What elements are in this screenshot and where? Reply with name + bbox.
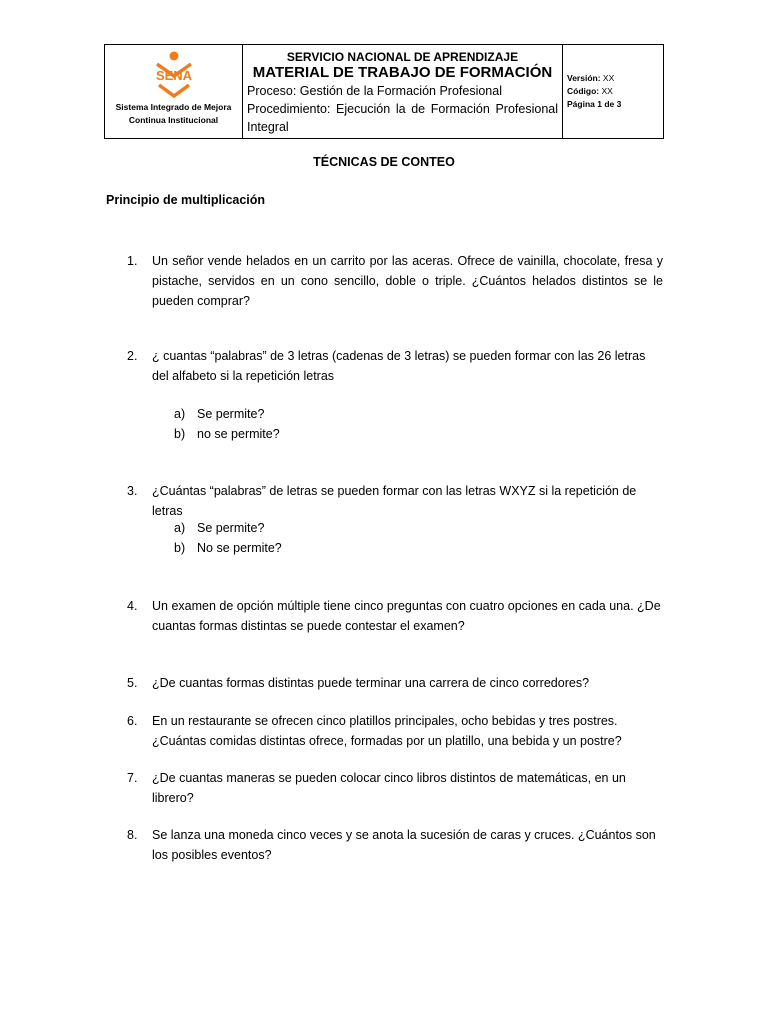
question-5: [127, 673, 663, 693]
option-label: b): [174, 427, 186, 441]
question-3: [127, 481, 663, 521]
q3-option-a: [174, 518, 264, 538]
question-8: [127, 825, 663, 865]
question-number: 4.: [127, 599, 138, 613]
header-logo-cell: [105, 45, 243, 138]
question-text: ¿Cuántas “palabras” de letras se pueden formar con las letras WXYZ si la repetición de letras: [152, 484, 637, 518]
header-title-cell: [243, 45, 563, 138]
code-label: Código:: [567, 86, 600, 96]
question-4: [127, 596, 663, 636]
q2-option-b: [174, 424, 280, 444]
option-text: no se permite?: [197, 427, 280, 441]
question-number: 1.: [127, 254, 138, 268]
header-meta-cell: [563, 45, 663, 138]
question-number: 6.: [127, 714, 138, 728]
document-header: [104, 44, 664, 139]
question-1: [127, 251, 663, 311]
procedure-line: Procedimiento: Ejecución la de Formación Profesional Integral: [247, 102, 558, 134]
question-7: [127, 768, 663, 808]
process-line: Proceso: Gestión de la Formación Profesional: [247, 84, 502, 98]
option-label: a): [174, 521, 186, 535]
system-name: Sistema Integrado de Mejora Continua Institucional: [115, 102, 232, 125]
question-2: [127, 346, 663, 386]
page-number: Página 1 de 3: [567, 99, 622, 109]
logo-text: SENA: [155, 68, 193, 83]
q2-option-a: [174, 404, 264, 424]
option-label: a): [174, 407, 186, 421]
version-label: Versión:: [567, 73, 601, 83]
option-text: Se permite?: [197, 521, 265, 535]
document-title: MATERIAL DE TRABAJO DE FORMACIÓN: [252, 64, 553, 81]
question-number: 7.: [127, 771, 138, 785]
question-6: [127, 711, 663, 751]
question-text: ¿De cuantas maneras se pueden colocar cinco libros distintos de matemáticas, en un librero?: [152, 771, 626, 805]
code-line: [567, 85, 663, 98]
question-text: Se lanza una moneda cinco veces y se anota la sucesión de caras y cruces. ¿Cuántos son los posibles eventos?: [152, 828, 656, 862]
section-subtitle: Principio de multiplicación: [106, 193, 266, 207]
question-text: ¿De cuantas formas distintas puede terminar una carrera de cinco corredores?: [152, 676, 590, 690]
question-text: En un restaurante se ofrecen cinco platillos principales, ocho bebidas y tres postres. ¿Cuántas comidas distintas ofrece, formadas por un platillo, una bebida y un postre?: [152, 714, 622, 748]
sena-logo-icon: [145, 50, 203, 98]
option-text: No se permite?: [197, 541, 282, 555]
version-value: XX: [602, 73, 615, 83]
organization-name: SERVICIO NACIONAL DE APRENDIZAJE: [286, 50, 519, 64]
question-number: 8.: [127, 828, 138, 842]
version-line: [567, 72, 663, 85]
option-text: Se permite?: [197, 407, 265, 421]
question-text: Un examen de opción múltiple tiene cinco preguntas con cuatro opciones en cada una. ¿De cuantas formas distintas se puede contestar el examen?: [152, 599, 661, 633]
question-text: ¿ cuantas “palabras” de 3 letras (cadenas de 3 letras) se pueden formar con las 26 letras del alfabeto si la repetición letras: [152, 349, 646, 383]
question-text: Un señor vende helados en un carrito por las aceras. Ofrece de vainilla, chocolate, fresa y pistache, servidos en un cono sencillo, doble o triple. ¿Cuántos helados distintos se le pueden comprar?: [152, 254, 663, 308]
question-number: 3.: [127, 484, 138, 498]
question-number: 5.: [127, 676, 138, 690]
option-label: b): [174, 541, 186, 555]
question-number: 2.: [127, 349, 138, 363]
q3-option-b: [174, 538, 282, 558]
code-value: XX: [601, 86, 613, 96]
page-title: TÉCNICAS DE CONTEO: [313, 155, 455, 169]
